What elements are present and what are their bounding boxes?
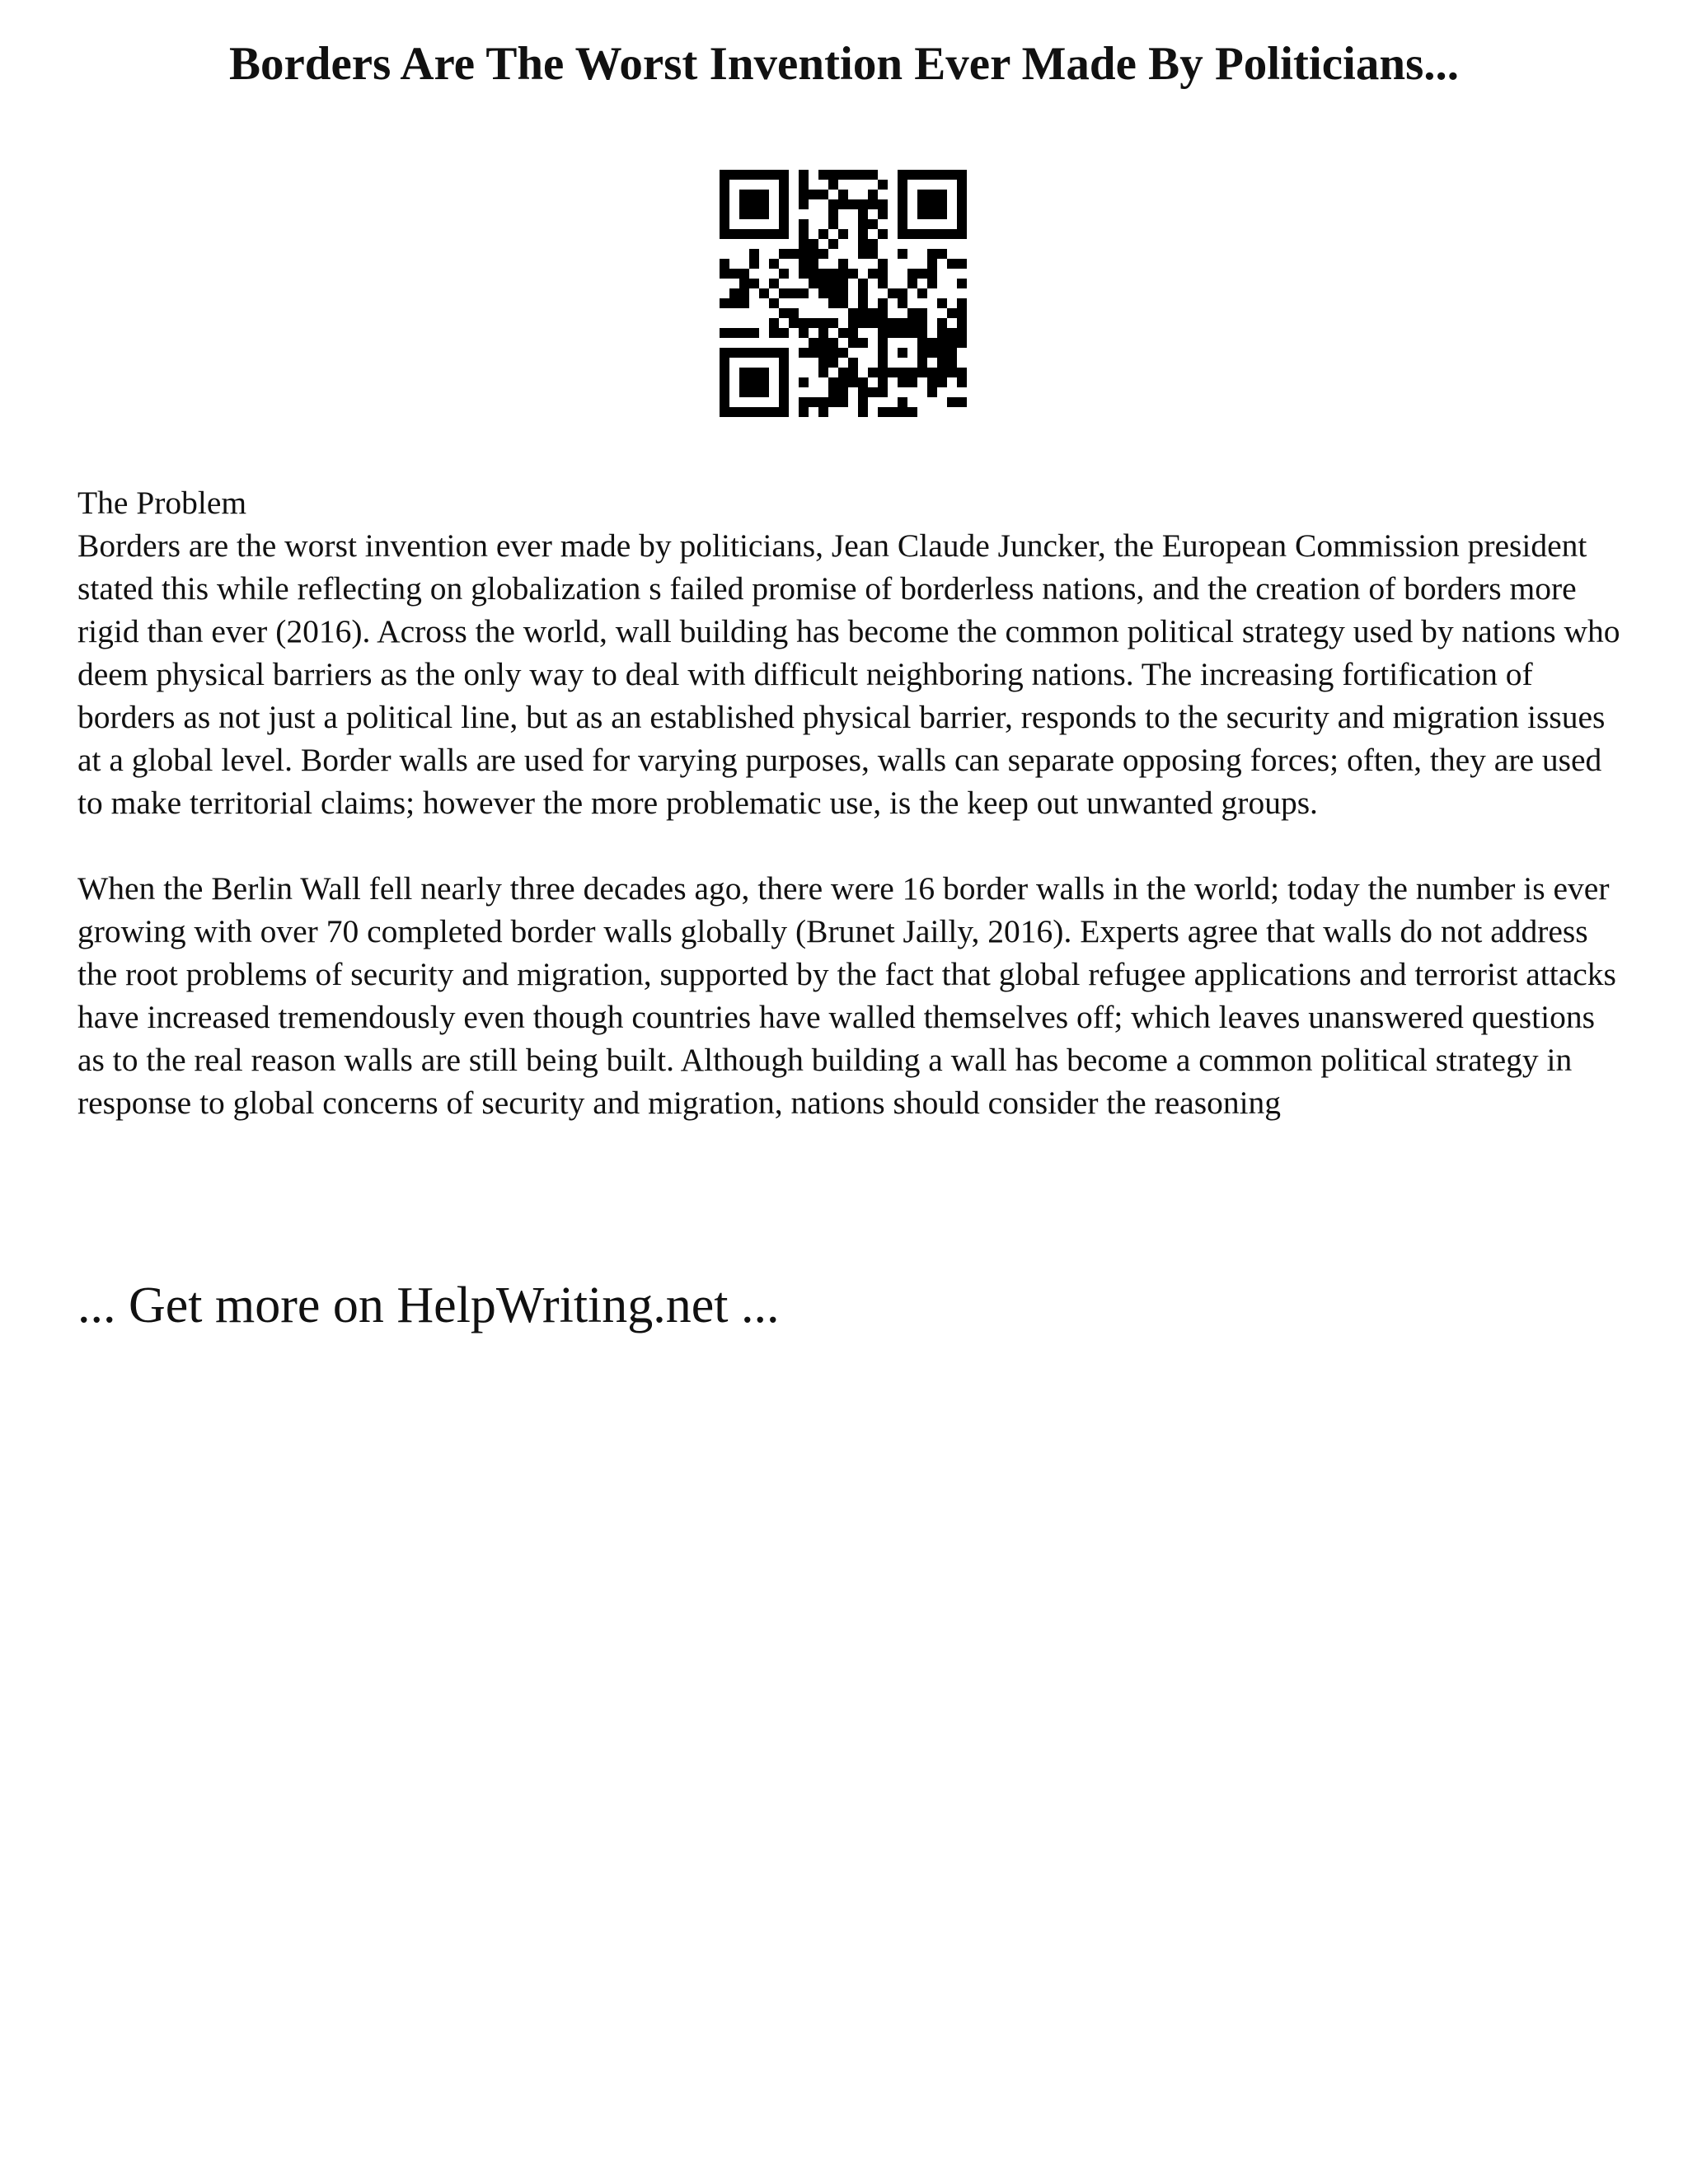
qr-code-icon: [720, 170, 967, 417]
get-more-link[interactable]: ... Get more on HelpWriting.net ...: [77, 1277, 780, 1333]
document-body: [77, 481, 1627, 1124]
paragraph-1: Borders are the worst invention ever made by politicians, Jean Claude Juncker, the European Commission president stated this while reflecting on globalization s failed promise of borderless nations, and the creation of borders more rigid than ever (2016). Across the world, wall building has become the common political strategy used by nations who deem physical barriers as the only way to deal with difficult neighboring nations. The increasing fortification of borders as not just a political line, but as an established physical barrier, responds to the security and migration issues at a global level. Border walls are used for varying purposes, walls can separate opposing forces; often, they are used to make territorial claims; however the more problematic use, is the keep out unwanted groups.: [77, 527, 1620, 821]
paragraph-2: When the Berlin Wall fell nearly three decades ago, there were 16 border walls in the world; today the number is ever growing with over 70 completed border walls globally (Brunet Jailly, 2016). Experts agree that walls do not address the root problems of security and migration, supported by the fact that global refugee applications and terrorist attacks have increased tremendously even though countries have walled themselves off; which leaves unanswered questions as to the real reason walls are still being built. Although building a wall has become a common political strategy in response to global concerns of security and migration, nations should consider the reasoning: [77, 870, 1616, 1121]
section-heading: The Problem: [77, 485, 247, 521]
document-title: Borders Are The Worst Invention Ever Made By Politicians...: [228, 38, 1460, 90]
